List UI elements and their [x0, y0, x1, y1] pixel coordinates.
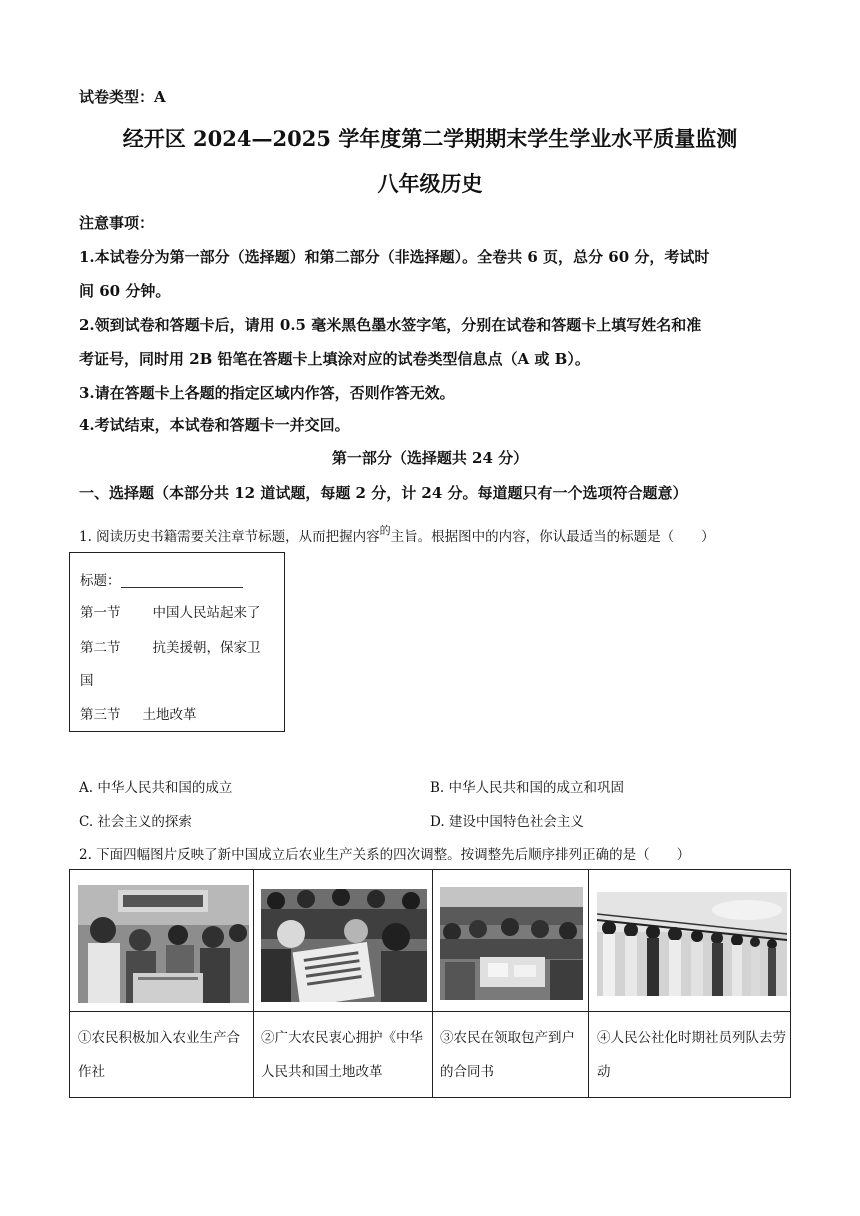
section-2-number: 第二节 — [80, 640, 121, 656]
option-d[interactable]: D. 建设中国特色社会主义 — [430, 814, 584, 830]
photo-grid — [69, 869, 791, 1098]
title-blank — [121, 573, 243, 588]
section-3-text: 土地改革 — [142, 707, 197, 723]
caption-2: ②广大农民衷心拥护《中华人民共和国土地改革 — [261, 1030, 423, 1080]
outline-section-1 — [80, 601, 261, 621]
option-b[interactable]: B. 中华人民共和国的成立和巩固 — [430, 780, 625, 796]
outline-section-2-cont: 国 — [80, 673, 94, 689]
section-1-text: 中国人民站起来了 — [152, 605, 261, 621]
photo-land-reform — [261, 889, 427, 1002]
note-1-cont: 间 60 分钟。 — [79, 282, 171, 300]
note-1: 1.本试卷分为第一部分（选择题）和第二部分（非选择题）。全卷共 6 页，总分 60 分，考试时 — [79, 248, 710, 266]
note-4: 4.考试结束，本试卷和答题卡一并交回。 — [79, 416, 350, 434]
part-instructions: 一、选择题（本部分共 12 道试题，每题 2 分，计 24 分。每道题只有一个选项符合题意） — [79, 484, 688, 502]
photo-commune-members — [597, 892, 787, 996]
outline-section-3 — [80, 703, 197, 723]
note-3: 3.请在答题卡上各题的指定区域内作答，否则作答无效。 — [79, 384, 455, 402]
note-2-cont: 考证号，同时用 2B 铅笔在答题卡上填涂对应的试卷类型信息点（A 或 B）。 — [79, 350, 590, 368]
caption-4: ④人民公社化时期社员列队去劳动 — [597, 1030, 786, 1080]
section-1-number: 第一节 — [80, 605, 121, 621]
exam-subject: 八年级历史 — [377, 171, 483, 196]
section-title: 第一部分（选择题共 24 分） — [331, 449, 529, 467]
option-c[interactable]: C. 社会主义的探索 — [79, 814, 192, 830]
exam-type: 试卷类型：A — [79, 88, 166, 106]
exam-title: 经开区 2024—2025 学年度第二学期期末学生学业水平质量监测 — [122, 126, 738, 151]
note-2: 2.领到试卷和答题卡后，请用 0.5 毫米黑色墨水签字笔，分别在试卷和答题卡上填写姓名和准 — [79, 316, 702, 334]
caption-1: ①农民积极加入农业生产合作社 — [78, 1030, 240, 1080]
option-a[interactable]: A. 中华人民共和国的成立 — [79, 780, 233, 796]
photo-household-contract — [440, 887, 583, 1000]
question-1-stem — [79, 522, 715, 545]
section-2-text: 抗美援朝，保家卫 — [152, 640, 261, 656]
outline-title-row — [80, 569, 243, 589]
caption-3: ③农民在领取包产到户的合同书 — [440, 1030, 575, 1080]
question-2-stem: 2. 下面四幅图片反映了新中国成立后农业生产关系的四次调整。按调整先后顺序排列正确的是（ ） — [79, 847, 691, 863]
section-3-number: 第三节 — [80, 707, 121, 723]
question-1-stem-sup: 的 — [379, 524, 391, 537]
question-1-stem-b: 主旨。根据图中的内容，你认最适当的标题是（ ） — [390, 529, 715, 545]
photo-cooperative — [78, 885, 249, 1003]
question-1-stem-a: 1. 阅读历史书籍需要关注章节标题，从而把握内容 — [79, 529, 380, 545]
chapter-outline-box — [69, 552, 285, 732]
outline-section-2 — [80, 636, 261, 656]
notes-heading: 注意事项： — [79, 214, 155, 232]
outline-title-label: 标题： — [80, 573, 121, 589]
